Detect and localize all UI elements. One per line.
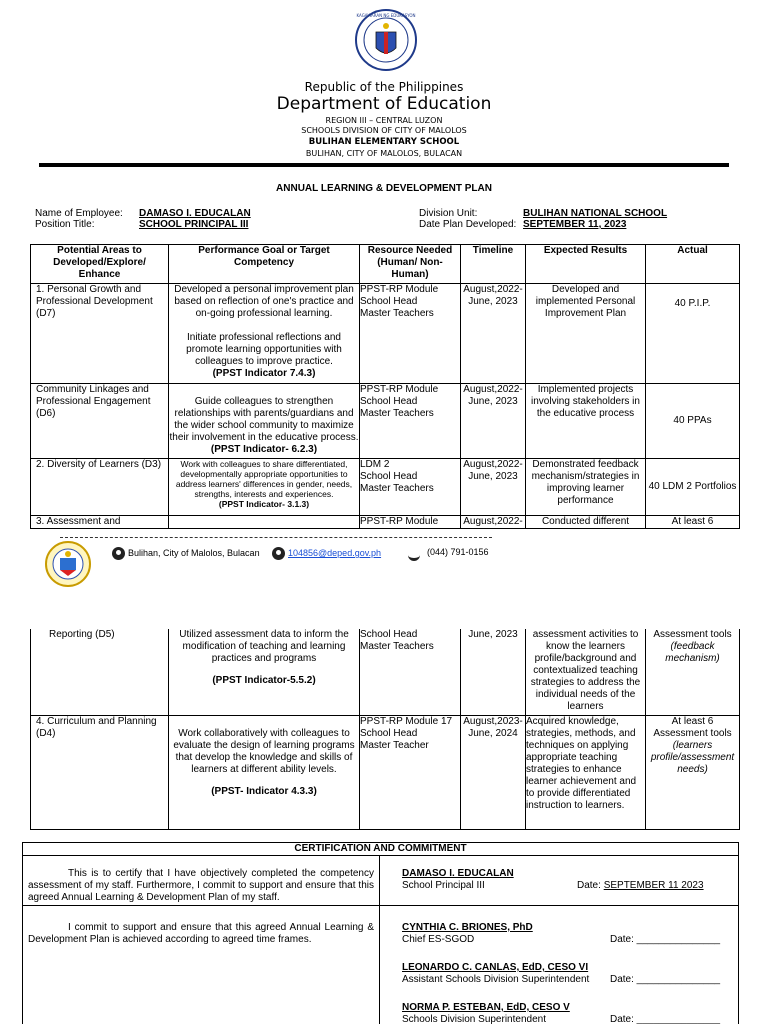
sig1-name: DAMASO I. EDUCALAN <box>402 868 514 879</box>
row4-res1: School Head <box>360 629 418 640</box>
employee-info-left <box>35 208 251 230</box>
row5-actual-text: At least 6 Assessment tools <box>653 715 732 739</box>
row5-res1: PPST-RP Module 17 <box>360 715 453 727</box>
col-header-results: Expected Results <box>526 245 646 284</box>
row5-indicator: (PPST- Indicator 4.3.3) <box>211 785 317 797</box>
row2-result: Implemented projects involving stakeholders in the educative process <box>526 384 646 459</box>
email-at-icon <box>272 547 285 560</box>
row5-result: Acquired knowledge, strategies, methods, and techniques on applying appropriate teaching strategies to enhance learner achievement and to provide differentiated instruction to learners. <box>526 715 646 829</box>
row3-res1: LDM 2 <box>360 459 390 470</box>
document-title: ANNUAL LEARNING & DEVELOPMENT PLAN <box>276 183 492 194</box>
row3-res2: School Head <box>360 471 418 482</box>
row4-goal <box>169 629 360 715</box>
row2-res3: Master Teachers <box>360 408 434 419</box>
row4-actual-text: Assessment tools <box>653 629 732 640</box>
school-logo <box>44 540 92 588</box>
row1-goal-b: Initiate professional reflections and promote learning opportunities with colleagues to improve practice. <box>186 332 342 367</box>
sig1-line <box>402 880 738 892</box>
ldp-table-continued <box>30 629 740 830</box>
row3-timeline: August,2022-June, 2023 <box>461 459 526 516</box>
row5-actual-note: (learners profile/assessment needs) <box>650 739 735 775</box>
row2-goal-text: Guide colleagues to strengthen relationships with parents/guardians and the wider school community to maximize their involvement in the educative process. <box>169 396 359 443</box>
deped-seal-logo <box>354 8 418 72</box>
table-row <box>31 384 740 459</box>
phone-icon <box>408 553 420 561</box>
row4-goal-text: Utilized assessment data to inform the modification of teaching and learning practices and programs <box>179 629 349 664</box>
ldp-table <box>30 244 740 529</box>
row3-goal <box>169 459 360 516</box>
header-rule <box>39 163 729 167</box>
name-label: Name of Employee: <box>35 208 123 219</box>
footer-address-text: Bulihan, City of Malolos, Bulacan <box>128 547 260 558</box>
row3-res3: Master Teachers <box>360 483 434 494</box>
position-label: Position Title: <box>35 219 95 230</box>
footer-address <box>112 547 260 560</box>
address-text: BULIHAN, CITY OF MALOLOS, BULACAN <box>305 149 463 158</box>
school-text: BULIHAN ELEMENTARY SCHOOL <box>308 137 460 147</box>
col-header-goal: Performance Goal or Target Competency <box>169 245 360 284</box>
row4-actual-note: (feedback mechanism) <box>665 641 720 664</box>
row5-timeline: August,2023-June, 2024 <box>461 715 526 829</box>
col-header-actual: Actual <box>646 245 740 284</box>
row5-area: 4. Curriculum and Planning (D4) <box>31 715 169 829</box>
row5-res3: Master Teacher <box>360 739 429 751</box>
certification-table <box>22 842 739 1024</box>
sig4-title: Schools Division Superintendent <box>402 1014 546 1024</box>
department-text: Department of Education <box>276 94 492 114</box>
row1-resources <box>360 284 461 384</box>
row4-goal-top <box>169 516 360 529</box>
row1-result: Developed and implemented Personal Improvement Plan <box>526 284 646 384</box>
row1-res3: Master Teachers <box>360 308 434 319</box>
table-row <box>31 629 740 715</box>
sig1-date-label: Date: <box>577 880 601 891</box>
footer-divider <box>60 537 492 538</box>
row4-timeline-top: August,2022- <box>461 516 526 529</box>
row3-indicator: (PPST Indicator- 3.1.3) <box>218 499 310 509</box>
footer-phone: (044) 791-0156 <box>427 547 489 557</box>
svg-text:KAGAWARAN NG EDUKASYON: KAGAWARAN NG EDUKASYON <box>356 13 416 18</box>
col-header-resource: Resource Needed (Human/ Non-Human) <box>360 245 461 284</box>
row1-actual: 40 P.I.P. <box>646 284 740 384</box>
region-text: REGION III – CENTRAL LUZON <box>325 116 443 125</box>
cert-text-2: I commit to support and ensure that this agreed Annual Learning & Development Plan is achieved according to agreed time frames. <box>23 906 380 1024</box>
table-row <box>31 284 740 384</box>
row4-actual-top: At least 6 <box>646 516 740 529</box>
date-developed: SEPTEMBER 11, 2023 <box>523 219 627 230</box>
cert-text-1: This is to certify that I have objectively completed the competency assessment of my staff. Furthermore, I commit to support and ensure that this agreed Annual Learning & Development Plan of my staff. <box>23 856 380 906</box>
row3-goal-text: Work with colleagues to share differentiated, developmentally appropriate opportunities to address learners' differences in gender, needs, strengths, interests and experiences. <box>175 459 353 499</box>
employee-info-right <box>419 208 691 230</box>
row4-res-top: PPST-RP Module <box>360 516 461 529</box>
row1-goal-a: Developed a personal improvement plan based on reflection of one's practice and on-going professional learning. <box>174 284 354 319</box>
row2-timeline: August,2022-June, 2023 <box>461 384 526 459</box>
cert-title: CERTIFICATION AND COMMITMENT <box>23 843 739 856</box>
row1-res1: PPST-RP Module <box>360 284 439 295</box>
division-text: SCHOOLS DIVISION OF CITY OF MALOLOS <box>301 126 467 135</box>
row4-timeline: June, 2023 <box>461 629 526 715</box>
row4-area-top: 3. Assessment and <box>31 516 169 529</box>
division-unit: BULIHAN NATIONAL SCHOOL <box>523 208 668 219</box>
row3-resources <box>360 459 461 516</box>
republic-text: Republic of the Philippines <box>304 80 464 94</box>
row1-res2: School Head <box>360 296 418 307</box>
row4-actual <box>646 629 740 715</box>
sig2-name: CYNTHIA C. BRIONES, PhD <box>402 922 533 933</box>
row1-indicator: (PPST Indicator 7.4.3) <box>212 368 316 379</box>
row5-res2: School Head <box>360 727 418 739</box>
table-row <box>31 516 740 529</box>
row2-actual: 40 PPAs <box>646 384 740 459</box>
row2-res2: School Head <box>360 396 418 407</box>
row1-area: 1. Personal Growth and Professional Development (D7) <box>31 284 169 384</box>
sig4-date: Date: _______________ <box>610 1014 721 1024</box>
table-row <box>31 715 740 829</box>
row2-resources <box>360 384 461 459</box>
footer-email-link[interactable]: 104856@deped.gov.ph <box>288 547 382 558</box>
row4-indicator: (PPST Indicator-5.5.2) <box>212 675 316 686</box>
row4-area-bottom: Reporting (D5) <box>31 629 169 715</box>
row2-indicator: (PPST Indicator- 6.2.3) <box>210 444 318 455</box>
row4-res2: Master Teachers <box>360 641 434 652</box>
sig3-title: Assistant Schools Division Superintendent <box>402 974 590 985</box>
sig3-date: Date: _______________ <box>610 974 721 985</box>
row2-res1: PPST-RP Module <box>360 384 439 395</box>
date-label: Date Plan Developed: <box>419 219 517 230</box>
row2-area: Community Linkages and Professional Engagement (D6) <box>31 384 169 459</box>
row3-area: 2. Diversity of Learners (D3) <box>31 459 169 516</box>
sig1-date: SEPTEMBER 11 2023 <box>603 880 704 891</box>
row5-goal-text: Work collaboratively with colleagues to evaluate the design of learning programs that develop the knowledge and skills of learners at different ability levels. <box>173 727 355 775</box>
unit-label: Division Unit: <box>419 208 478 219</box>
sig2-date: Date: _______________ <box>610 934 721 945</box>
col-header-areas: Potential Areas to Developed/Explore/ Enhance <box>31 245 169 284</box>
row5-resources <box>360 715 461 829</box>
sig4-name: NORMA P. ESTEBAN, EdD, CESO V <box>402 1002 570 1013</box>
row5-goal <box>169 715 360 829</box>
cert-signature-1 <box>380 856 739 906</box>
location-pin-icon <box>112 547 125 560</box>
col-header-timeline: Timeline <box>461 245 526 284</box>
row1-timeline: August,2022-June, 2023 <box>461 284 526 384</box>
row3-result: Demonstrated feedback mechanism/strategies in improving learner performance <box>526 459 646 516</box>
table-header-row <box>31 245 740 284</box>
row3-actual: 40 LDM 2 Portfolios <box>646 459 740 516</box>
sig3-name: LEONARDO C. CANLAS, EdD, CESO VI <box>402 962 589 973</box>
row4-result-top: Conducted different <box>526 516 646 529</box>
sig1-title: School Principal III <box>402 880 485 891</box>
employee-name: DAMASO I. EDUCALAN <box>139 208 251 219</box>
row2-goal <box>169 384 360 459</box>
row5-actual <box>646 715 740 829</box>
footer-email <box>272 547 381 560</box>
position-title: SCHOOL PRINCIPAL III <box>139 219 249 230</box>
row4-result: assessment activities to know the learners profile/background and contextualized teaching strategies to address the individual needs of the learners <box>526 629 646 715</box>
table-row <box>31 459 740 516</box>
row1-goal <box>169 284 360 384</box>
cert-signatories <box>380 906 739 1024</box>
row4-resources <box>360 629 461 715</box>
sig2-title: Chief ES-SGOD <box>402 934 475 945</box>
